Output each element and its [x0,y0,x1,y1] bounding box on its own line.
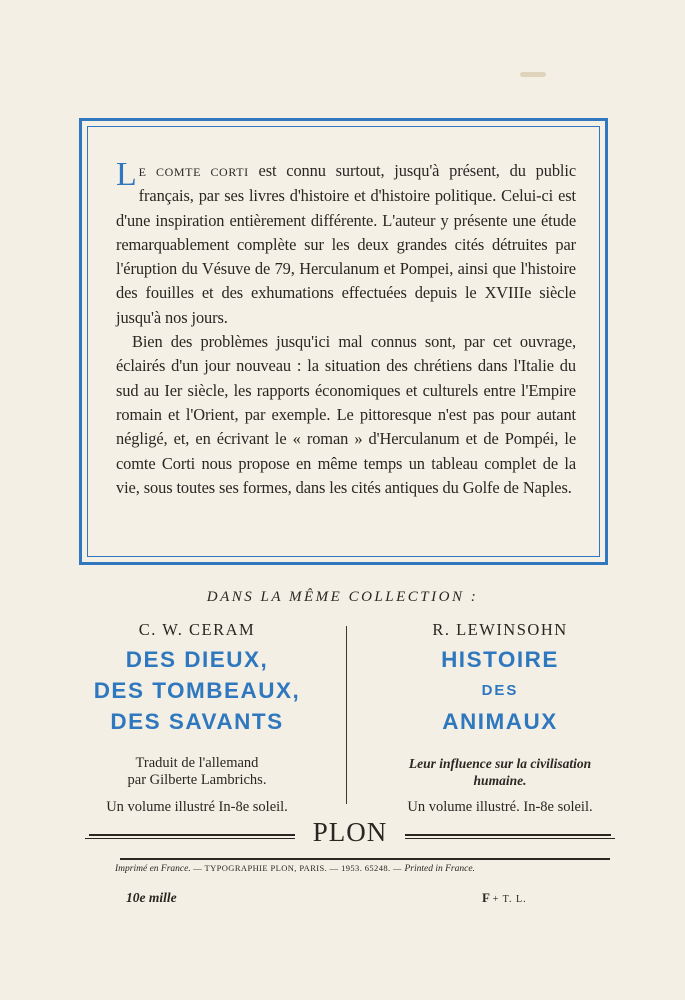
paper-stain [520,72,546,77]
column-divider [346,626,347,804]
imprint-made-in: Imprimé en France. [115,864,191,874]
blurb-paragraph-2: Bien des problèmes jusqu'ici mal connus sont, par cet ouvrage, éclairés d'un jour nouveau : la situation des chrétiens dans l'Italie du sud au Ier siècle, les rapports économiques et culturels entre l'Empire romain et l'Orient, par exemple. Le pittoresque n'est pas pour autant négligé, et, en écrivant le « roman » d'Herculanum et de Pompéi, le comte Corti nous propose en même temps un tableau complet de la vie, sous toutes ses formes, dans les cités antiques du Golfe de Naples. [116,332,576,497]
printer-imprint [115,863,615,874]
book-author: C. W. CERAM [138,620,256,639]
book-title-line: DES [481,682,519,699]
price-value: F [482,890,490,905]
edition-count: 10e mille [126,890,177,905]
blurb-paragraph-1 [116,156,576,330]
blurb-text [116,156,576,500]
imprint-printer: — TYPOGRAPHIE PLON, PARIS. — 1953. 65248. — [190,863,405,873]
publisher-rule [405,834,611,836]
book-note [52,755,342,789]
publisher-bar [85,817,615,857]
book-note-line: Traduit de l'allemand [135,755,259,771]
book-ceram [52,620,342,816]
imprint-printed-in: Printed in France. [404,864,475,874]
book-format: Un volume illustré In-8e soleil. [106,799,288,815]
publisher-rule [89,834,295,836]
book-title-line: DES DIEUX, [125,647,269,672]
book-note-line: par Gilberte Lambrichs. [127,772,267,788]
publisher-rule [85,838,295,839]
book-lewinsohn [355,620,645,816]
book-author: R. LEWINSOHN [432,620,568,639]
drop-cap: L [116,156,137,193]
price [482,890,527,906]
lead-in-smallcaps: E COMTE CORTI [138,165,249,179]
book-title-line: DES TOMBEAUX, [93,678,301,703]
book-title-line: HISTOIRE [441,647,559,672]
collection-heading: DANS LA MÊME COLLECTION : [206,589,479,605]
publisher-name: PLON [312,817,388,847]
blurb-paragraph-1-text: est connu surtout, jusqu'à présent, du public français, par ses livres d'histoire et d'histoire politique. Celui-ci est d'une inspiration entièrement différente. L'auteur y présente une étude remarquablement complète sur les deux grandes cités détruites par l'éruption du Vésuve de 79, Herculanum et Pompei, ainsi que l'histoire des fouilles et des exhumations effectuées depuis le XVIIIe siècle jusqu'à nos jours. [116,161,576,327]
blurb-frame [79,118,608,565]
price-tax-suffix: + T. L. [492,894,527,905]
book-note-line: humaine. [473,773,527,788]
book-note [355,755,645,789]
book-note-line: Leur influence sur la civilisation [408,756,592,771]
book-format: Un volume illustré. In-8e soleil. [407,799,593,815]
imprint-rule [120,858,610,860]
book-title-line: DES SAVANTS [110,709,284,734]
book-title-line: ANIMAUX [442,709,558,734]
publisher-rule [405,838,615,839]
